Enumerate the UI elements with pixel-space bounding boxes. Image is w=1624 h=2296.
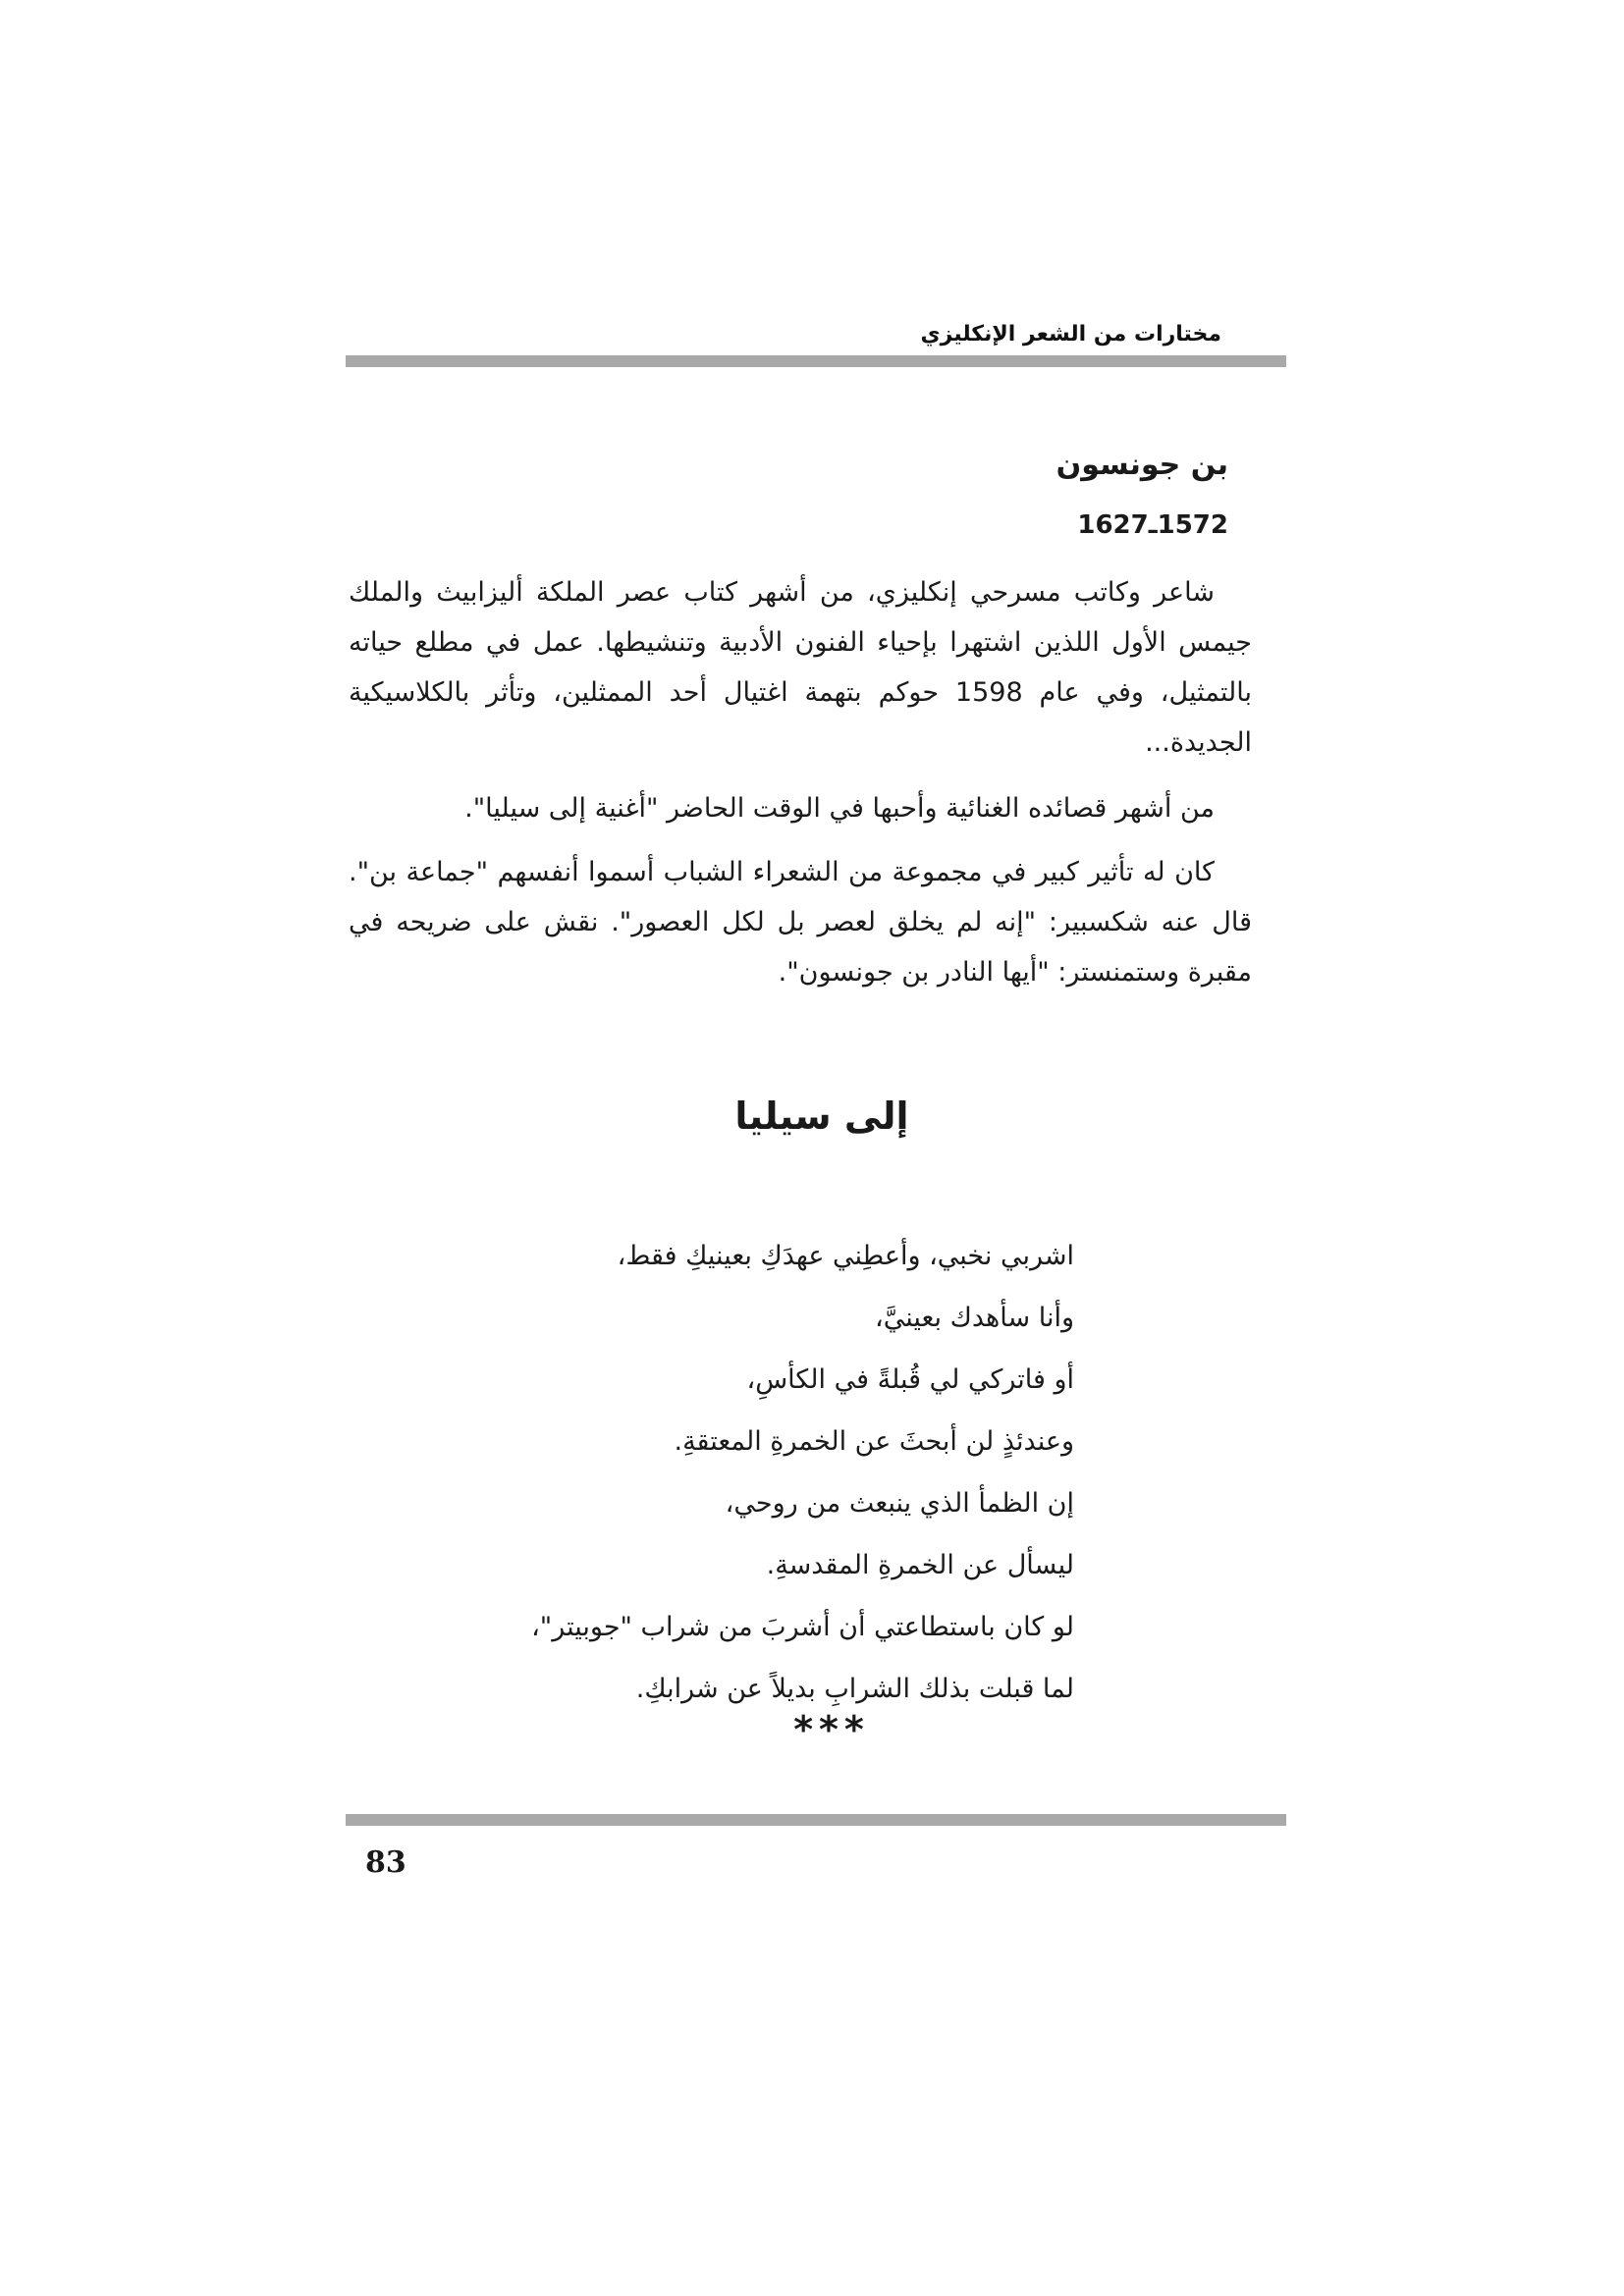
poem-line-5: إن الظمأ الذي ينبعث من روحي، [725,1488,1074,1519]
bio-paragraph-3: كان له تأثير كبير في مجموعة من الشعراء الشباب أسموا أنفسهم "جماعة بن". قال عنه شكسبير: "إنه لم يخلق لعصر بل لكل العصور". نقش على ضريحه في مقبرة وستمنستر: "أيها النادر بن جونسون". [349,857,1252,988]
poem-end-mark: *** [793,1708,870,1751]
header-rule [346,355,1286,367]
poem-line-1: اشربي نخبي، وأعطِني عهدَكِ بعينيكِ فقط، [617,1241,1074,1271]
poem-line-8: لما قبلت بذلك الشرابِ بديلاً عن شرابكِ. [635,1674,1074,1704]
author-name: بن جونسون [1056,448,1228,482]
author-biography [349,567,1252,1011]
poem-line-3: أو فاتركي لي قُبلةً في الكأسِ، [746,1364,1074,1395]
bio-paragraph-1: شاعر وكاتب مسرحي إنكليزي، من أشهر كتاب عصر الملكة أليزابيث والملك جيمس الأول اللذين اشتهرا بإحياء الفنون الأدبية وتنشيطها. عمل في مطلع حياته بالتمثيل، وفي عام 1598 حوكم بتهمة اغتيال أحد الممثلين، وتأثر بالكلاسيكية الجديدة... [349,577,1252,758]
author-years: 1572ـ1627 [1077,510,1228,540]
poem-line-6: ليسأل عن الخمرةِ المقدسةِ. [766,1550,1074,1580]
poem-body [531,1225,1074,1720]
poem-line-4: وعندئذٍ لن أبحثَ عن الخمرةِ المعتقةِ. [674,1426,1074,1457]
poem-line-2: وأنا سأهدك بعينيَّ، [874,1303,1074,1333]
bio-paragraph-2: من أشهر قصائده الغنائية وأحبها في الوقت الحاضر "أغنية إلى سيليا". [464,793,1215,824]
poem-line-7: لو كان باستطاعتي أن أشربَ من شراب "جوبيتر"، [531,1612,1074,1642]
page-number: 83 [365,1845,406,1880]
running-header-title: مختارات من الشعر الإنكليزي [920,322,1221,347]
footer-rule [346,1814,1286,1826]
poem-title: إلى سيليا [734,1095,909,1138]
